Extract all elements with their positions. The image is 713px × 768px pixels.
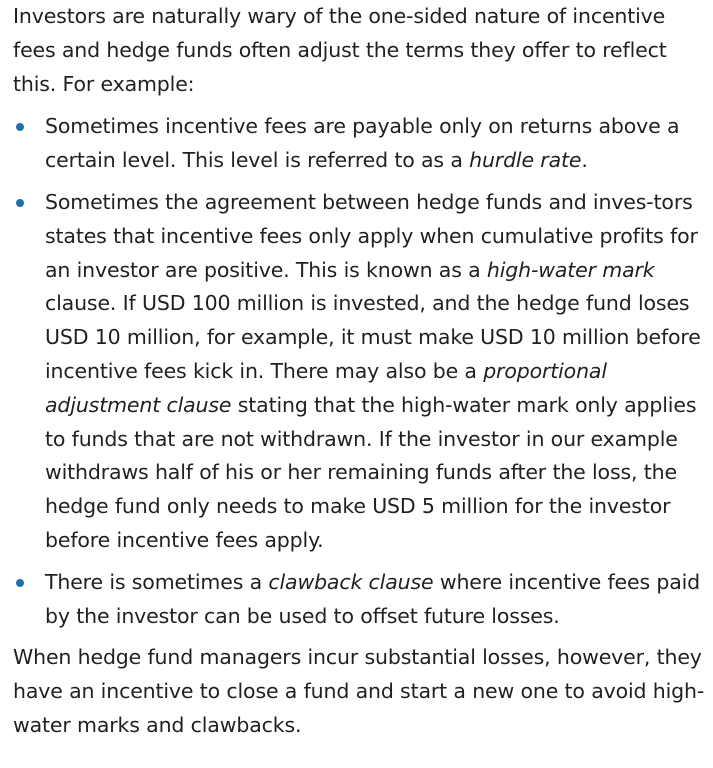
bullet-text-2a: Sometimes the agreement between hedge funds and inves-tors states that incentive fees only apply when cumulative profits for an investor are positive. This is known as a [45, 189, 698, 282]
bullet-dot-icon [16, 579, 24, 587]
bullet-text-1b: . [581, 148, 588, 173]
bullet-item-high-water-mark [13, 186, 707, 558]
bullet-text-2c: stating that the high-water mark only applies to funds that are not withdrawn. If the investor in our example withdraws half of his or her remaining funds after the loss, the hedge fund only needs to make USD 5 million for the investor before incentive fees apply. [45, 392, 697, 552]
document-page [13, 0, 707, 743]
bullet-item-hurdle-rate [13, 110, 707, 178]
closing-paragraph: When hedge fund managers incur substantial losses, however, they have an incentive to close a fund and start a new one to avoid high-water marks and clawbacks. [13, 645, 705, 737]
bullet-list [13, 110, 707, 633]
term-proportional-adjustment-clause: proportional adjustment clause [45, 358, 607, 417]
bullet-text-2b: clause. If USD 100 million is invested, and the hedge fund loses USD 10 million, for example, it must make USD 10 million before incentive fees kick in. There may also be a [45, 291, 701, 383]
intro-paragraph: Investors are naturally wary of the one-sided nature of incentive fees and hedge funds often adjust the terms they offer to reflect this. For example: [13, 4, 667, 96]
term-high-water-mark: high-water mark [486, 257, 655, 282]
term-clawback-clause: clawback clause [268, 569, 434, 594]
bullet-dot-icon [16, 199, 24, 207]
bullet-text-1a: Sometimes incentive fees are payable only on returns above a certain level. This level is referred to as a [45, 114, 680, 173]
bullet-item-clawback [13, 566, 707, 634]
bullet-text-3a: There is sometimes a [45, 569, 269, 594]
bullet-text-3b: where incentive fees paid by the investor can be used to offset future losses. [45, 569, 701, 628]
term-hurdle-rate: hurdle rate [469, 148, 582, 173]
bullet-dot-icon [16, 123, 24, 131]
